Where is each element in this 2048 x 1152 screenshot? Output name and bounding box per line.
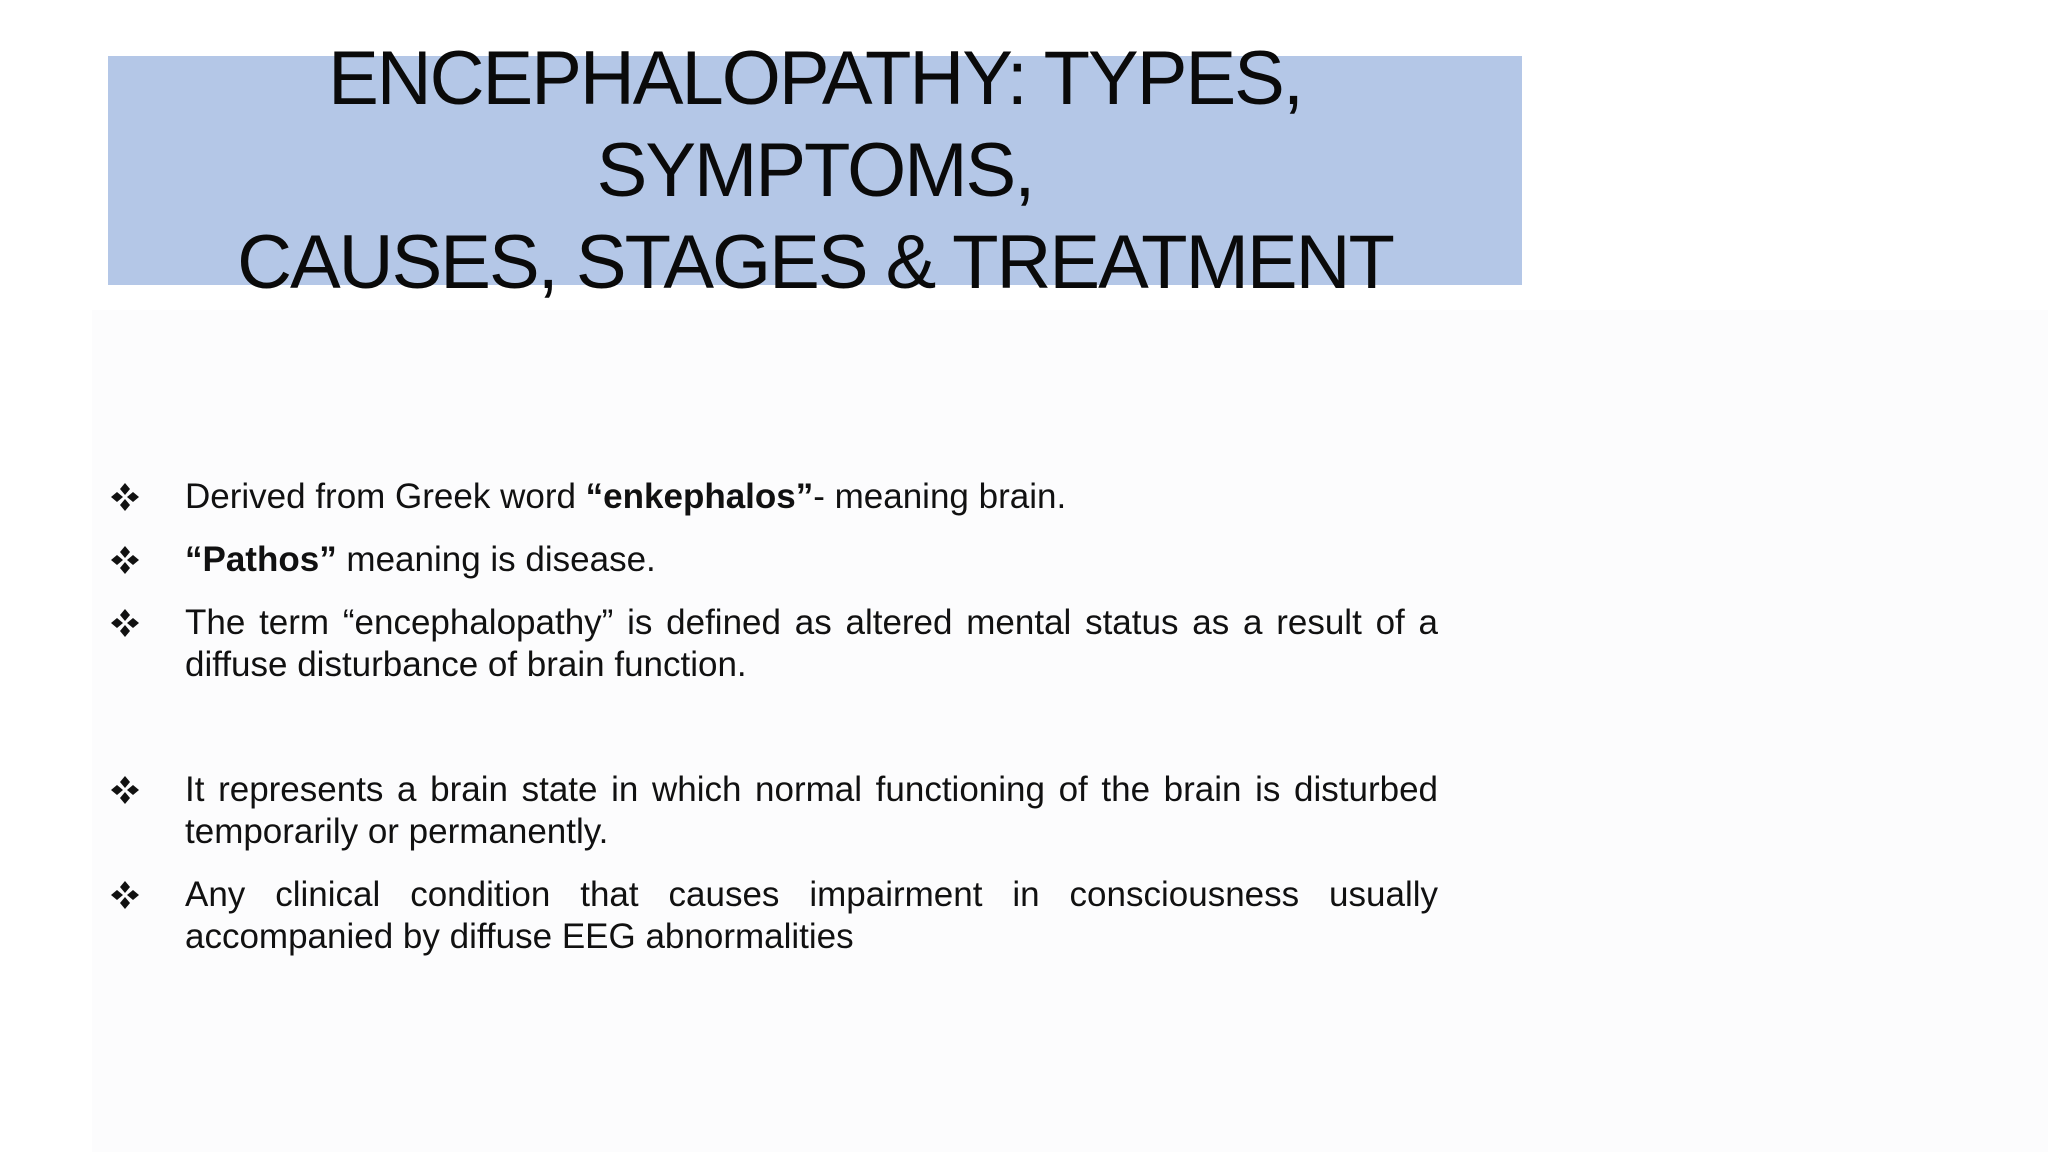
list-item [108,476,1438,518]
four-diamond-bullet-icon [108,539,142,581]
list-item [108,602,1438,686]
list-item [108,539,1438,581]
bullet-text-bold: “Pathos” [185,540,337,579]
four-diamond-bullet-icon [108,602,142,644]
title-line-2: CAUSES, STAGES & TREATMENT [237,219,1393,305]
four-diamond-bullet-icon [108,874,142,916]
bullet-text [185,540,656,579]
bullet-list [108,476,1438,958]
bullet-text-plain: meaning is disease. [336,540,656,579]
bullet-text-plain: Derived from Greek word [185,477,586,516]
four-diamond-bullet-icon [108,476,142,518]
bullet-text-bold: “enkephalos” [585,477,814,516]
four-diamond-bullet-icon [108,769,142,811]
list-item [108,769,1438,853]
list-item [108,874,1438,958]
bullet-text: The term “encephalopathy” is defined as altered mental status as a result of a diffuse disturbance of brain function. [185,603,1438,684]
bullet-text: Any clinical condition that causes impairment in consciousness usually accompanied by diffuse EEG abnormalities [185,875,1438,956]
bullet-text [185,477,1066,516]
slide-title [108,33,1522,309]
title-line-1: ENCEPHALOPATHY: TYPES, SYMPTOMS, [328,35,1302,213]
bullet-text: It represents a brain state in which normal functioning of the brain is disturbed temporarily or permanently. [185,770,1438,851]
title-box [108,35,1522,305]
bullet-text-plain: - meaning brain. [813,477,1067,516]
